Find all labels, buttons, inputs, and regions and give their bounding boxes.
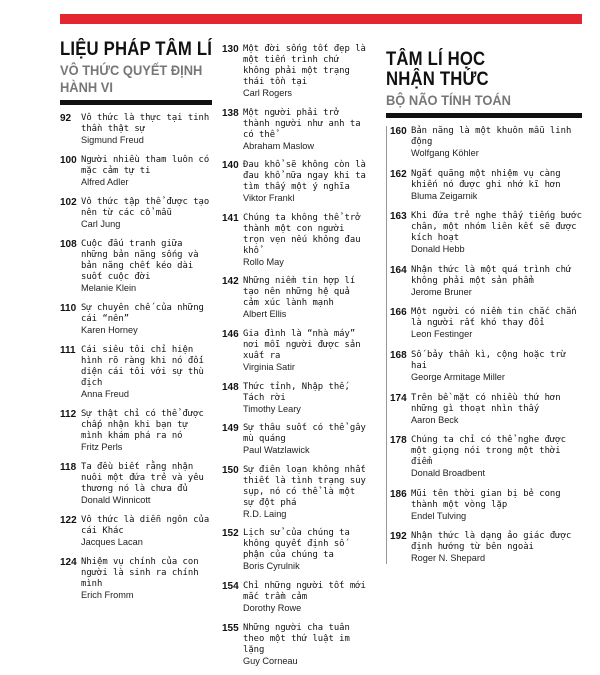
entry-author: Donald Winnicott xyxy=(81,495,151,505)
page-number: 111 xyxy=(60,345,76,356)
entry-author: Alfred Adler xyxy=(81,177,129,187)
page-number: 124 xyxy=(60,557,77,568)
page-number: 160 xyxy=(390,126,407,137)
page-number: 174 xyxy=(390,392,407,404)
toc-entry[interactable] xyxy=(222,276,370,320)
entry-title: Ngắt quãng một nhiệm vụ càng khiến nó được ghi nhớ kĩ hơn xyxy=(411,168,561,190)
toc-entry[interactable] xyxy=(387,393,582,426)
toc-entry[interactable] xyxy=(387,435,582,479)
entry-title: Lịch sử của chúng ta không quyết định số phận của chúng ta xyxy=(243,528,350,561)
toc-list xyxy=(386,126,582,564)
entry-title: Những người cha tuân theo một thứ luật im lặng xyxy=(243,622,350,655)
toc-entry[interactable] xyxy=(222,382,370,415)
toc-entry[interactable] xyxy=(60,409,212,453)
entry-title: Nhiệm vụ chính của con người là sinh ra chính mình xyxy=(81,557,199,589)
entry-title: Vô thức tập thể được tạo nên từ các cổ mẫu xyxy=(81,197,210,218)
section-rule xyxy=(60,100,212,105)
page-number: 122 xyxy=(60,515,77,526)
section-subtitle-line2: HÀNH VI xyxy=(60,79,113,95)
entry-author: Sigmund Freud xyxy=(81,135,144,145)
toc-entry[interactable] xyxy=(222,108,370,152)
entry-author: Albert Ellis xyxy=(243,309,287,320)
section-cognitive-psychology xyxy=(386,50,582,574)
entry-title: Một đời sống tốt đẹp là một tiến trình chứ không phải một trạng thái tồn tại xyxy=(243,44,366,87)
toc-entry[interactable] xyxy=(222,160,370,204)
toc-entry[interactable] xyxy=(387,265,582,298)
entry-author: Timothy Leary xyxy=(243,403,301,414)
entry-title: Thức tỉnh, Nhập thế, Tách rời xyxy=(243,381,350,403)
page-number: 149 xyxy=(222,423,239,435)
section-psychotherapy xyxy=(60,40,212,610)
entry-author: Virginia Satir xyxy=(243,361,295,372)
entry-title: Sự thật chỉ có thể được chấp nhận khi bạn tự mình khám phá ra nó xyxy=(81,409,204,441)
entry-title: Chúng ta không thể trở thành một con người trọn vẹn nếu không đau khổ xyxy=(243,212,361,256)
toc-entry[interactable] xyxy=(60,462,212,506)
toc-entry[interactable] xyxy=(60,239,212,294)
page-number: 166 xyxy=(390,307,407,319)
page-number: 140 xyxy=(222,160,239,172)
page-number: 141 xyxy=(222,212,239,224)
entry-author: Erich Fromm xyxy=(81,590,134,600)
entry-author: Carl Rogers xyxy=(243,88,293,98)
section-title-line2: NHẬN THỨC xyxy=(386,69,489,90)
section-psychotherapy-continued xyxy=(222,44,370,675)
entry-title: Những niềm tin hợp lí tạo nên những hệ quả cảm xúc lành mạnh xyxy=(243,276,356,309)
section-rule xyxy=(386,113,582,118)
page-number: 142 xyxy=(222,276,239,288)
entry-title: Sự chuyên chế của những cái “nên” xyxy=(81,303,204,324)
page-number: 162 xyxy=(390,168,407,180)
entry-author: Bluma Zeigarnik xyxy=(411,190,478,201)
entry-author: Melanie Klein xyxy=(81,283,137,293)
entry-title: Cuộc đấu tranh giữa những bản năng sống và bản năng chết kéo dài suốt cuộc đời xyxy=(81,239,199,282)
entry-author: Abraham Maslow xyxy=(243,140,314,151)
toc-entry[interactable] xyxy=(222,465,370,520)
toc-entry[interactable] xyxy=(387,211,582,255)
page-number: 155 xyxy=(222,622,239,634)
entry-author: Jacques Lacan xyxy=(81,537,143,547)
top-accent-bar xyxy=(60,14,582,24)
entry-title: Gia đình là “nhà máy” nơi mỗi người được sản xuất ra xyxy=(243,328,361,361)
entry-author: Aaron Beck xyxy=(411,414,459,425)
toc-entry[interactable] xyxy=(387,489,582,522)
entry-title: Sự điên loạn không nhất thiết là tình trạng suy sụp, nó có thể là một sự đột phá xyxy=(243,464,366,508)
page-number: 186 xyxy=(390,488,407,500)
toc-entry[interactable] xyxy=(387,126,582,159)
entry-title: Khi đứa trẻ nghe thấy tiếng bước chân, một nhóm liên kết sẽ được kích hoạt xyxy=(411,211,582,244)
toc-entry[interactable] xyxy=(60,515,212,548)
toc-entry[interactable] xyxy=(222,528,370,572)
entry-author: Donald Hebb xyxy=(411,244,465,255)
toc-entry[interactable] xyxy=(387,307,582,340)
entry-author: R.D. Laing xyxy=(243,508,287,519)
page-number: 152 xyxy=(222,528,239,540)
entry-title: Trên bề mặt có nhiều thứ hơn những gì thoạt nhìn thấy xyxy=(411,392,561,414)
section-subtitle: BỘ NÃO TÍNH TOÁN xyxy=(386,92,511,108)
entry-author: Wolfgang Köhler xyxy=(411,148,479,158)
entry-title: Người nhiều tham luôn có mặc cảm tự ti xyxy=(81,155,210,176)
entry-title: Bản năng là một khuôn mẫu linh động xyxy=(411,126,572,147)
entry-title: Chúng ta chỉ có thể nghe được một giọng nói trong một thời điểm xyxy=(411,435,566,468)
entry-title: Đau khổ sẽ không còn là đau khổ nữa ngay khi ta tìm thấy một ý nghĩa xyxy=(243,160,366,193)
section-subtitle-line1: VÔ THỨC QUYẾT ĐỊNH xyxy=(60,62,203,78)
page-number: 154 xyxy=(222,580,239,592)
page-number: 118 xyxy=(60,462,77,473)
toc-entry[interactable] xyxy=(60,155,212,188)
entry-author: Viktor Frankl xyxy=(243,193,295,204)
entry-author: Jerome Bruner xyxy=(411,286,472,297)
toc-entry[interactable] xyxy=(222,423,370,456)
entry-author: Fritz Perls xyxy=(81,442,123,452)
entry-title: Vô thức là thực tại tinh thần thật sự xyxy=(81,113,210,134)
page-number: 148 xyxy=(222,381,239,393)
toc-entry[interactable] xyxy=(387,350,582,383)
page-number: 164 xyxy=(390,264,407,276)
page-number: 108 xyxy=(60,239,77,250)
entry-title: Ta đều biết rằng nhận nuôi một đứa trẻ và yêu thương nó là chưa đủ xyxy=(81,462,204,494)
entry-author: Karen Horney xyxy=(81,325,138,335)
page-number: 92 xyxy=(60,113,72,124)
page-number: 130 xyxy=(222,44,239,55)
entry-title: Vô thức là diễn ngôn của cái Khác xyxy=(81,515,210,536)
entry-title: Số bảy thần kì, cộng hoặc trừ hai xyxy=(411,349,566,371)
entry-title: Một người có niềm tin chắc chắn là người rất khó thay đổi xyxy=(411,307,577,329)
page-number: 112 xyxy=(60,409,77,420)
toc-entry[interactable] xyxy=(60,303,212,336)
toc-entry[interactable] xyxy=(60,113,212,146)
toc-entry[interactable] xyxy=(387,169,582,202)
entry-author: Paul Watzlawick xyxy=(243,445,310,456)
entry-author: Rollo May xyxy=(243,256,284,267)
entry-author: George Armitage Miller xyxy=(411,371,505,382)
page-number: 102 xyxy=(60,197,77,208)
toc-entry[interactable] xyxy=(222,623,370,667)
toc-entry[interactable] xyxy=(60,557,212,601)
toc-entry[interactable] xyxy=(222,213,370,268)
page-number: 146 xyxy=(222,328,239,340)
entry-author: Endel Tulving xyxy=(411,510,467,521)
entry-title: Nhận thức là dạng ảo giác được định hướng từ bên ngoài xyxy=(411,531,572,553)
entry-title: Mũi tên thời gian bị bẻ cong thành một vòng lặp xyxy=(411,488,561,510)
section-title-line1: TÂM LÍ HỌC xyxy=(386,49,486,70)
page-number: 178 xyxy=(390,435,407,447)
entry-author: Guy Corneau xyxy=(243,655,298,666)
page-number: 100 xyxy=(60,155,77,166)
section-title: LIỆU PHÁP TÂM LÍ xyxy=(60,39,213,60)
page-number: 110 xyxy=(60,303,77,314)
entry-author: Donald Broadbent xyxy=(411,468,486,479)
page-number: 192 xyxy=(390,531,407,543)
entry-author: Leon Festinger xyxy=(411,329,473,340)
entry-author: Anna Freud xyxy=(81,389,130,399)
entry-author: Dorothy Rowe xyxy=(243,602,302,613)
entry-title: Cái siêu tôi chỉ hiện hình rõ ràng khi nó đối diện cái tôi với sự thù địch xyxy=(81,345,204,388)
toc-list xyxy=(222,44,370,667)
entry-author: Carl Jung xyxy=(81,219,121,229)
entry-title: Một người phải trở thành người như anh ta có thể xyxy=(243,107,361,140)
page-number: 163 xyxy=(390,211,407,223)
page-number: 150 xyxy=(222,464,239,476)
toc-entry[interactable] xyxy=(60,345,212,400)
page-number: 168 xyxy=(390,349,407,361)
entry-author: Boris Cyrulnik xyxy=(243,561,300,572)
entry-title: Sự thâu suốt có thể gây mù quáng xyxy=(243,423,366,445)
toc-entry[interactable] xyxy=(222,44,370,99)
toc-entry[interactable] xyxy=(387,531,582,564)
toc-entry[interactable] xyxy=(60,197,212,230)
entry-author: Roger N. Shepard xyxy=(411,553,486,564)
toc-entry[interactable] xyxy=(222,581,370,614)
entry-title: Chỉ những người tốt mới mắc trầm cảm xyxy=(243,580,366,602)
toc-list xyxy=(60,113,212,601)
toc-entry[interactable] xyxy=(222,329,370,373)
entry-title: Nhận thức là một quá trình chứ không phải một sản phẩm xyxy=(411,264,572,286)
page-number: 138 xyxy=(222,107,239,119)
